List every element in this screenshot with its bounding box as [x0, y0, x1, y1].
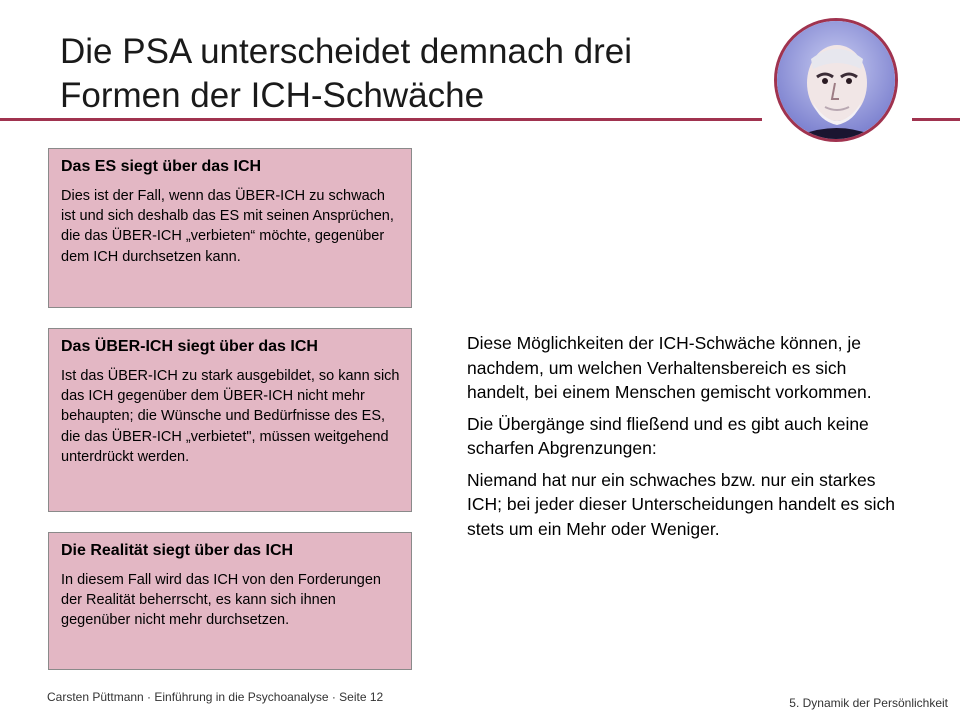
box-es-siegt — [48, 148, 412, 308]
title-line-1: Die PSA unterscheidet demnach drei — [60, 32, 632, 71]
summary-paragraph: Die Übergänge sind fließend und es gibt auch keine scharfen Abgrenzungen: — [467, 413, 869, 458]
footer-author: Carsten Püttmann · Einführung in die Psychoanalyse · Seite 12 — [47, 690, 384, 704]
box-heading: Das ES siegt über das ICH — [61, 158, 262, 175]
portrait-photo — [774, 18, 898, 142]
box-ueber-ich-siegt — [48, 328, 412, 512]
box-text: Dies ist der Fall, wenn das ÜBER-ICH zu schwach ist und sich deshalb das ES mit seinen Ansprüchen, die das ÜBER-ICH „verbieten“ möchte, gegenüber dem ICH durchsetzen kann. — [61, 188, 394, 265]
box-realitaet-siegt — [48, 532, 412, 670]
box-heading: Die Realität siegt über das ICH — [61, 542, 294, 559]
box-heading: Das ÜBER-ICH siegt über das ICH — [61, 338, 318, 355]
box-text: In diesem Fall wird das ICH von den Forderungen der Realität beherrscht, es kann sich ihnen gegenüber nicht mehr durchsetzen. — [61, 572, 381, 629]
title-divider-right — [912, 118, 960, 121]
footer-section: 5. Dynamik der Persönlichkeit — [789, 696, 948, 710]
slide-title — [60, 30, 740, 118]
summary-paragraph: Diese Möglichkeiten der ICH-Schwäche können, je nachdem, um welchen Verhaltensbereich es sich handelt, bei einem Menschen gemischt vorkommen. — [467, 333, 872, 402]
summary-paragraph: Niemand hat nur ein schwaches bzw. nur ein starkes ICH; bei jeder dieser Unterscheidungen handelt es sich stets um ein Mehr oder Weniger. — [467, 469, 896, 539]
summary-text — [467, 331, 913, 548]
title-divider — [0, 118, 762, 121]
title-line-2: Formen der ICH-Schwäche — [60, 76, 485, 115]
box-text: Ist das ÜBER-ICH zu stark ausgebildet, so kann sich das ICH gegenüber dem ÜBER-ICH nicht mehr behaupten; die Wünsche und Bedürfnisse des ES, die das ÜBER-ICH „verbietet", müssen weitgehend unterdrückt werden. — [61, 368, 400, 465]
